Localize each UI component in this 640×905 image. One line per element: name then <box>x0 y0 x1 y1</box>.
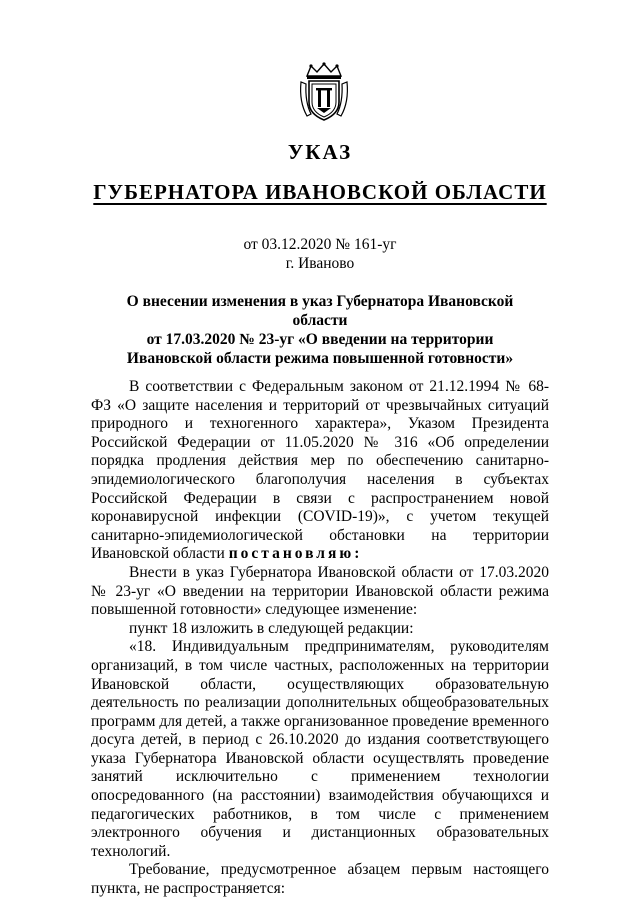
document-city: г. Иваново <box>285 255 355 272</box>
paragraph-preamble <box>91 378 549 564</box>
decree-keyword: постановляю: <box>228 545 363 563</box>
issuer-title: ГУБЕРНАТОРА ИВАНОВСКОЙ ОБЛАСТИ <box>93 180 547 204</box>
document-subject <box>100 292 540 368</box>
paragraph-amendment: Внести в указ Губернатора Ивановской области от 17.03.2020 № 23-уг «О введении на территории Ивановской области режима повышенной готовности» следующее изменение: <box>91 563 549 619</box>
subject-line: О внесении изменения в указ Губернатора Ивановской области <box>126 293 514 329</box>
paragraph-exception: Требование, предусмотренное абзацем первым настоящего пункта, не распространяется: <box>91 861 549 898</box>
paragraph-clause-18: «18. Индивидуальным предпринимателям, руководителям организаций, в том числе частных, расположенных на территории Ивановской области, осуществляющих образовательную деятельность по реализации дополнительных общеобразовательных программ для детей, а также организованное проведение временного досуга детей, в период с 26.10.2020 до издания соответствующего указа Губернатора Ивановской области осуществлять проведение занятий исключительно с применением технологии опосредованного (на расстоянии) взаимодействия обучающихся и педагогических работников, в том числе с применением электронного обучения и дистанционных образовательных технологий. <box>91 638 549 860</box>
subject-line: Ивановской области режима повышенной готовности» <box>126 350 514 367</box>
document-subtitle <box>0 180 640 205</box>
document-title: УКАЗ <box>287 140 353 164</box>
subject-line: от 17.03.2020 № 23-уг «О введении на территории <box>146 331 494 348</box>
paragraph-clause-intro: пункт 18 изложить в следующей редакции: <box>129 619 414 637</box>
document-body <box>91 378 549 899</box>
document-date: от 03.12.2020 № 161-уг <box>243 236 397 253</box>
coat-of-arms-emblem <box>297 62 351 124</box>
preamble-text: В соответствии с Федеральным законом от 21.12.1994 № 68-ФЗ «О защите населения и территорий от чрезвычайных ситуаций природного и техногенного характера», Указом Президента Российской Федерации от 11.05.2020 № 316 «Об определении порядка продления действия мер по обеспечению санитарно-эпидемиологического благополучия населения в субъектах Российской Федерации в связи с распространением новой коронавирусной инфекции (COVID-19)», с учетом текущей санитарно-эпидемиологической обстановки на территории Ивановской области <box>91 378 549 563</box>
